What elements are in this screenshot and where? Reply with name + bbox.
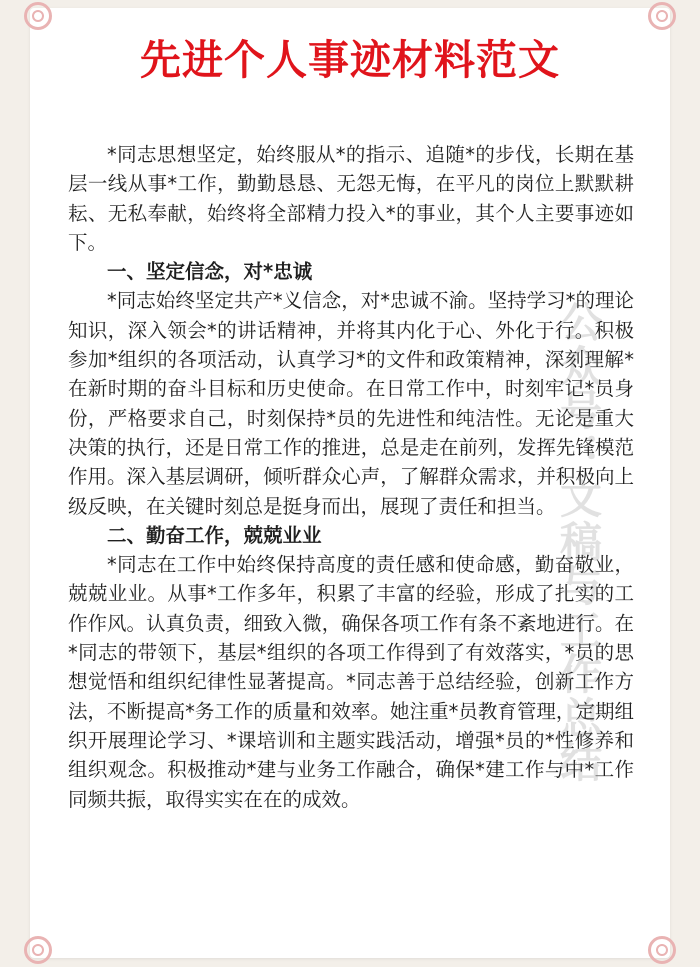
section-heading: 一、坚定信念，对*忠诚 (107, 260, 313, 284)
corner-ornament-icon (24, 936, 52, 964)
page-title: 先进个人事迹材料范文 (140, 36, 560, 84)
section-heading: 二、勤奋工作，兢兢业业 (107, 523, 322, 547)
corner-ornament-icon (648, 2, 676, 30)
corner-ornament-icon (24, 2, 52, 30)
corner-ornament-icon (648, 936, 676, 964)
section-paragraph: *同志始终坚定共产*义信念，对*忠诚不渝。坚持学习*的理论知识，深入领会*的讲话精神，并将其内化于心、外化于行。积极参加*组织的各项活动，认真学习*的文件和政策精神，深刻理解*在新时期的奋斗目标和历史使命。在日常工作中，时刻牢记*员身份，严格要求自己，时刻保持*员的先进性和纯洁性。无论是重大决策的执行，还是日常工作的推进，总是走在前列，发挥先锋模范作用。深入基层调研，倾听群众心声，了解群众需求，并积极向上级反映，在关键时刻总是挺身而出，展现了责任和担当。 (68, 289, 634, 518)
intro-paragraph: *同志思想坚定，始终服从*的指示、追随*的步伐，长期在基层一线从事*工作，勤勤恳恳、无怨无悔，在平凡的岗位上默默耕耘、无私奉献，始终将全部精力投入*的事业，其个人主要事迹如下。 (68, 143, 634, 254)
document-body (68, 140, 634, 814)
section-paragraph: *同志在工作中始终保持高度的责任感和使命感，勤奋敬业，兢兢业业。从事*工作多年，积累了丰富的经验，形成了扎实的工作作风。认真负责，细致入微，确保各项工作有条不紊地进行。在*同志的带领下，基层*组织的各项工作得到了有效落实，*员的思想觉悟和组织纪律性显著提高。*同志善于总结经验，创新工作方法，不断提高*务工作的质量和效率。她注重*员教育管理，定期组织开展理论学习、*课培训和主题实践活动，增强*员的*性修养和组织观念。积极推动*建与业务工作融合，确保*建工作与中*工作同频共振，取得实实在在的成效。 (68, 553, 634, 811)
watermark-text: 公众号：文稿与工作总结 (554, 300, 603, 784)
